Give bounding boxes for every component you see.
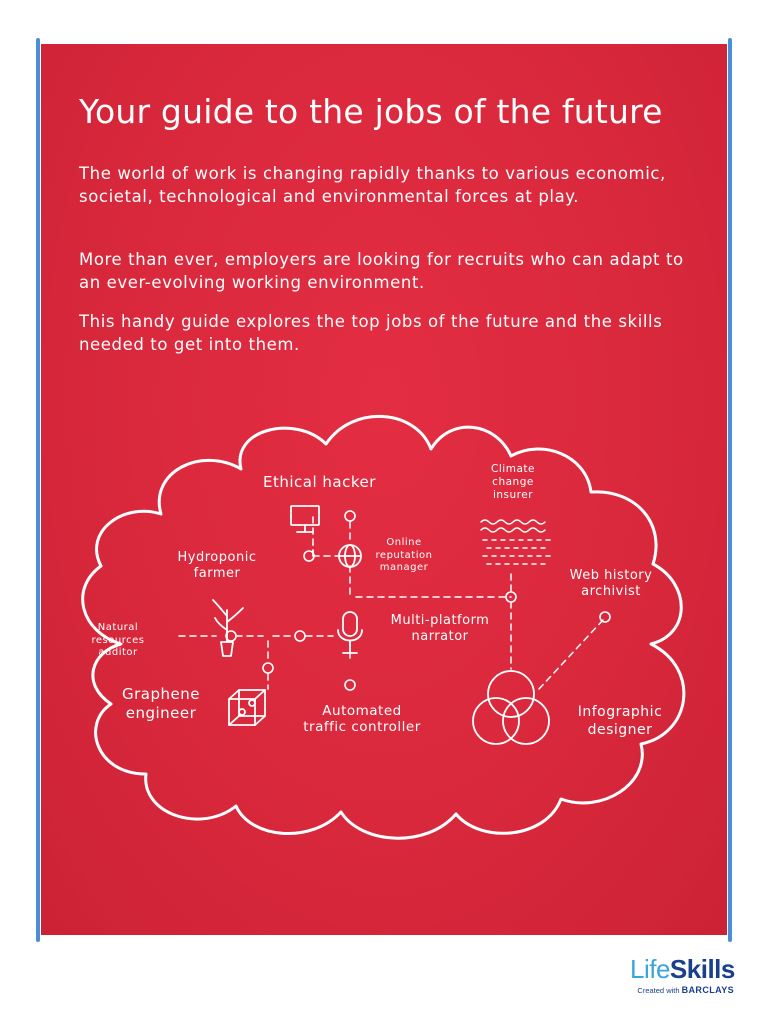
globe-icon (339, 545, 361, 567)
page-title: Your guide to the jobs of the future (79, 92, 663, 131)
left-blue-border (36, 38, 40, 942)
lifeskills-logo (630, 955, 734, 995)
right-blue-border (728, 38, 732, 942)
intro-paragraph-2: More than ever, employers are looking for recruits who can adapt to an ever-evolving working environment. (79, 250, 684, 292)
job-automated-traffic-controller: Automated traffic controller (303, 703, 421, 735)
job-multi-platform-narrator: Multi-platform narrator (390, 613, 490, 644)
job-graphene-engineer: Graphene engineer (122, 685, 200, 722)
cloud-outline (83, 416, 684, 838)
barclays-brand: BARCLAYS (681, 985, 734, 995)
microphone-icon (338, 612, 362, 653)
waves-icon (481, 520, 551, 564)
red-chalkboard-panel (41, 44, 727, 935)
job-natural-resources-auditor: Natural resources auditor (91, 622, 145, 658)
graphene-cube-icon (229, 690, 265, 725)
jobs-cloud-diagram (41, 44, 727, 935)
monitor-icon (291, 506, 319, 532)
intro-paragraph-1: The world of work is changing rapidly thanks to various economic, societal, technological and environmental forces at play. (79, 164, 666, 206)
lifeskills-wordmark: LifeSkills (630, 954, 735, 984)
job-hydroponic-farmer: Hydroponic farmer (177, 550, 257, 581)
intro-paragraph-3: This handy guide explores the top jobs of the future and the skills needed to get into them. (79, 312, 663, 354)
job-online-reputation-manager: Online reputation manager (375, 537, 433, 573)
job-climate-change-insurer: Climate change insurer (491, 463, 535, 501)
job-ethical-hacker: Ethical hacker (263, 473, 376, 491)
job-infographic-designer: Infographic designer (577, 704, 663, 738)
plant-icon (213, 600, 243, 656)
created-with-barclays: Created with BARCLAYS (637, 985, 734, 995)
job-web-history-archivist: Web history archivist (569, 568, 653, 599)
venn-diagram-icon (473, 671, 549, 744)
